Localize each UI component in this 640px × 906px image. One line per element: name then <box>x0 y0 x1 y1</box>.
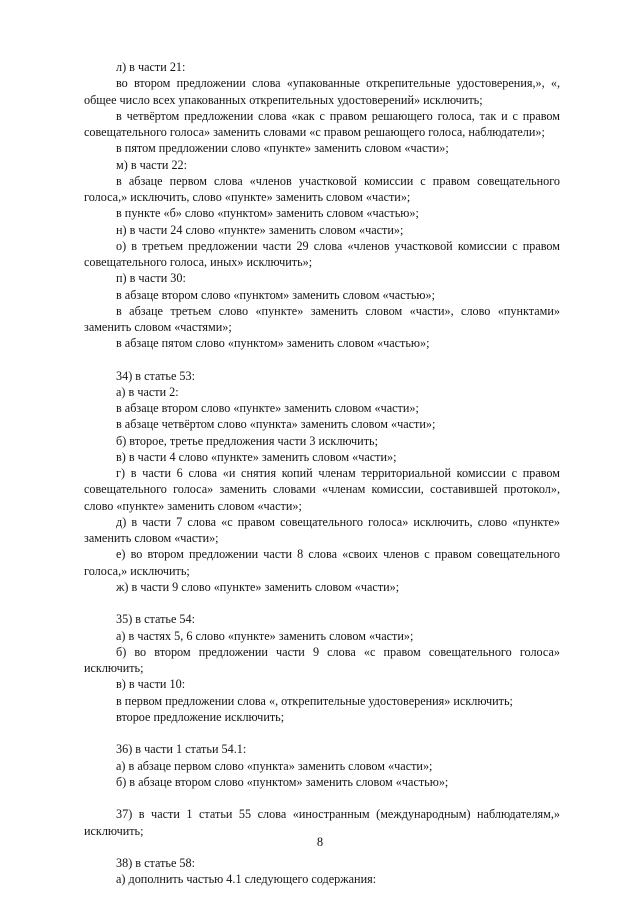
paragraph: в) в части 10: <box>116 677 186 692</box>
paragraph: второе предложение исключить; <box>116 709 285 724</box>
paragraph-21-heading: л) в части 21: <box>116 60 186 74</box>
paragraph: о) в третьем предложении части 29 слова «членов участковой комиссии с правом совещательного голоса, иных» исключить»; <box>84 238 560 269</box>
paragraph: а) в абзаце первом слово «пункта» заменить словом «части»; <box>116 758 433 773</box>
paragraph: в абзаце втором слово «пунктом» заменить словом «частью»; <box>116 287 436 302</box>
article-58-heading: 38) в статье 58: <box>116 855 195 870</box>
paragraph: во втором предложении слова «упакованные открепительные удостоверения,», «, общее число всех упакованных открепительных удостоверений» исключить; <box>84 76 560 107</box>
paragraph: ж) в части 9 слово «пункте» заменить словом «части»; <box>116 579 400 594</box>
paragraph: в пятом предложении слово «пункте» заменить словом «части»; <box>116 141 449 156</box>
paragraph: в абзаце втором слово «пункте» заменить словом «части»; <box>116 401 419 416</box>
page-number: 8 <box>316 835 324 849</box>
paragraph: в) в части 4 слово «пункте» заменить словом «части»; <box>116 449 397 464</box>
paragraph: б) второе, третье предложения части 3 исключить; <box>116 433 378 448</box>
paragraph: в абзаце третьем слово «пункте» заменить словом «части», слово «пунктами» заменить словом «частями»; <box>84 303 560 334</box>
paragraph: г) в части 6 слова «и снятия копий членам территориальной комиссии с правом совещательного голоса» заменить словами «членам комиссии, составившей протокол», слово «пункте» заменить словом «части»; <box>84 466 560 513</box>
paragraph: а) дополнить частью 4.1 следующего содержания: <box>116 872 377 887</box>
paragraph: в абзаце первом слова «членов участковой комиссии с правом совещательного голоса,» исключить, слово «пункте» заменить словом «части»; <box>84 173 560 204</box>
article-54-1-heading: 36) в части 1 статьи 54.1: <box>116 742 247 757</box>
article-55-paragraph: 37) в части 1 статьи 55 слова «иностранным (международным) наблюдателям,» исключить; <box>84 807 560 838</box>
paragraph: н) в части 24 слово «пункте» заменить словом «части»; <box>116 222 404 237</box>
article-54-heading: 35) в статье 54: <box>116 612 195 627</box>
paragraph-30-heading: п) в части 30: <box>116 271 186 286</box>
paragraph: в абзаце пятом слово «пунктом» заменить словом «частью»; <box>116 336 430 351</box>
paragraph: б) во втором предложении части 9 слова «с правом совещательного голоса» исключить; <box>84 644 560 676</box>
document-body <box>84 59 560 887</box>
paragraph: б) в абзаце втором слово «пунктом» заменить словом «частью»; <box>116 774 449 789</box>
paragraph-22-heading: м) в части 22: <box>116 157 188 172</box>
article-53-heading: 34) в статье 53: <box>116 368 195 383</box>
paragraph: в абзаце четвёртом слово «пункта» заменить словом «части»; <box>116 417 436 432</box>
paragraph: а) в частях 5, 6 слово «пункте» заменить словом «части»; <box>116 628 414 643</box>
paragraph: в четвёртом предложении слова «как с правом решающего голоса, так и с правом совещательного голоса» заменить словами «с правом решающего голоса, наблюдатели»; <box>84 108 560 139</box>
paragraph: в пункте «б» слово «пунктом» заменить словом «частью»; <box>116 206 419 221</box>
paragraph: е) во втором предложении части 8 слова «своих членов с правом совещательного голоса,» исключить; <box>84 547 560 578</box>
paragraph: а) в части 2: <box>116 384 179 399</box>
paragraph: в первом предложении слова «, открепительные удостоверения» исключить; <box>116 693 513 708</box>
paragraph: д) в части 7 слова «с правом совещательного голоса» исключить, слово «пункте» заменить словом «части»; <box>84 514 560 546</box>
